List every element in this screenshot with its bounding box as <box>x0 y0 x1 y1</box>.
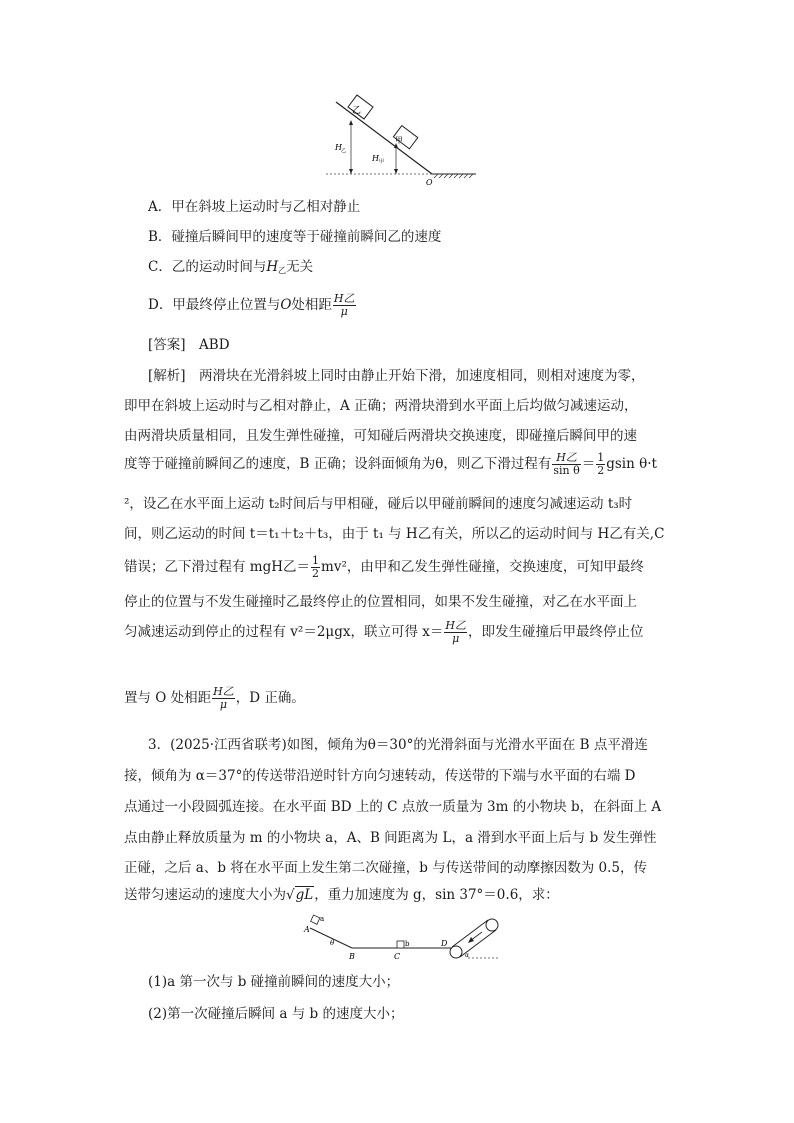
q3-line-2: 接，倾角为 α＝37°的传送带沿逆时针方向匀速转动，传送带的下端与水平面的右端 D <box>124 768 636 784</box>
analysis-line-8: 停止的位置与不发生碰撞时乙最终停止的位置相同，如果不发生碰撞，对乙在水平面上 <box>124 594 637 610</box>
conveyor-figure <box>300 908 500 963</box>
point-c-label: C <box>394 952 401 961</box>
block-b-label: b <box>405 940 410 948</box>
answer: [答案] ABD <box>148 337 230 353</box>
q3-part-1: (1)a 第一次与 b 碰撞前瞬间的速度大小； <box>148 974 400 990</box>
q3-line-4: 点由静止释放质量为 m 的小物块 a，A、B 间距离为 L，a 滑到水平面上后与 b 发生弹性 <box>124 830 657 846</box>
analysis-line-9: 匀减速运动到停止的过程有 v²＝2μgx，联立可得 x＝ $\frac{\text{H乙}}{\mu}$ ，即发生碰撞后甲最终停止位 <box>124 619 644 645</box>
option-d: D．甲最终停止位置与O处相距 $\frac{\text{H乙}}{\mu}$ <box>148 292 355 318</box>
block-jia-label: 甲 <box>395 136 403 145</box>
point-o-label: O <box>426 178 433 187</box>
theta-label: θ <box>330 939 335 947</box>
analysis-line-5: ²，设乙在水平面上运动 t₂时间后与甲相碰，碰后以甲碰前瞬间的速度匀减速运动 t₃时 <box>124 496 633 512</box>
block-yi-label: 乙 <box>352 106 362 116</box>
option-a: A．甲在斜坡上运动时与乙相对静止 <box>148 199 361 215</box>
point-d-label: D <box>441 939 448 948</box>
block-a-label: a <box>320 915 325 923</box>
q3-part-2: (2)第一次碰撞后瞬间 a 与 b 的速度大小； <box>148 1006 404 1022</box>
q3-line-3: 点通过一小段圆弧连接。在水平面 BD 上的 C 点放一质量为 3m 的小物块 b，在斜面上 A <box>124 799 662 815</box>
analysis-line-2: 即甲在斜坡上运动时与乙相对静止，A 正确；两滑块滑到水平面上后均做匀减速运动， <box>124 398 638 414</box>
q3-line-5: 正碰，之后 a、b 将在水平面上发生第二次碰撞，b 与传送带间的动摩擦因数为 0.5，传 <box>124 860 647 876</box>
analysis-line-7: 错误；乙下滑过程有 mgH乙＝ $\frac{1}{2}$ mv²，由甲和乙发生弹性碰撞，交换速度，可知甲最终 <box>124 554 644 580</box>
option-b: B．碰撞后瞬间甲的速度等于碰撞前瞬间乙的速度 <box>148 229 442 245</box>
analysis-line-1: [解析] 两滑块在光滑斜坡上同时由静止开始下滑，加速度相同，则相对速度为零， <box>148 368 645 384</box>
q3-line-1: 3．(2025·江西省联考)如图，倾角为θ＝30°的光滑斜面与光滑水平面在 B 点平滑连 <box>148 737 648 753</box>
alpha-label: α <box>465 952 470 959</box>
h-yi-label: H <box>335 143 342 152</box>
fraction: $\frac{\text{H乙}}{\mu}$ <box>333 292 355 318</box>
h-yi-sub: 乙 <box>341 148 347 154</box>
analysis-line-10: 置与 O 处相距 $\frac{\text{H乙}}{\mu}$ ，D 正确。 <box>124 685 305 711</box>
analysis-line-4: 度等于碰撞前瞬间乙的速度，B 正确；设斜面倾角为θ，则乙下滑过程有 $\frac{\text{H乙}}{\text{sin θ}}$ ＝ $\frac{1}{2}$ gsin θ·t <box>124 451 657 477</box>
h-jia-label: H <box>372 154 379 163</box>
analysis-line-3: 由两滑块质量相同，且发生弹性碰撞，可知碰后两滑块交换速度，即碰撞后瞬间甲的速 <box>124 428 637 444</box>
h-jia-sub: 甲 <box>379 159 385 165</box>
option-c: C．乙的运动时间与$H_乙$无关 <box>148 259 314 275</box>
incline-figure <box>326 90 486 190</box>
analysis-line-6: 间，则乙运动的时间 t＝t₁＋t₂＋t₃，由于 t₁ 与 H乙有关，所以乙的运动时间与 H乙有关,C <box>124 526 665 542</box>
point-a-label: A <box>304 925 310 934</box>
point-b-label: B <box>349 952 355 961</box>
q3-line-6: 送带匀速运动的速度大小为√gL，重力加速度为 g，sin 37°＝0.6，求： <box>124 887 559 903</box>
